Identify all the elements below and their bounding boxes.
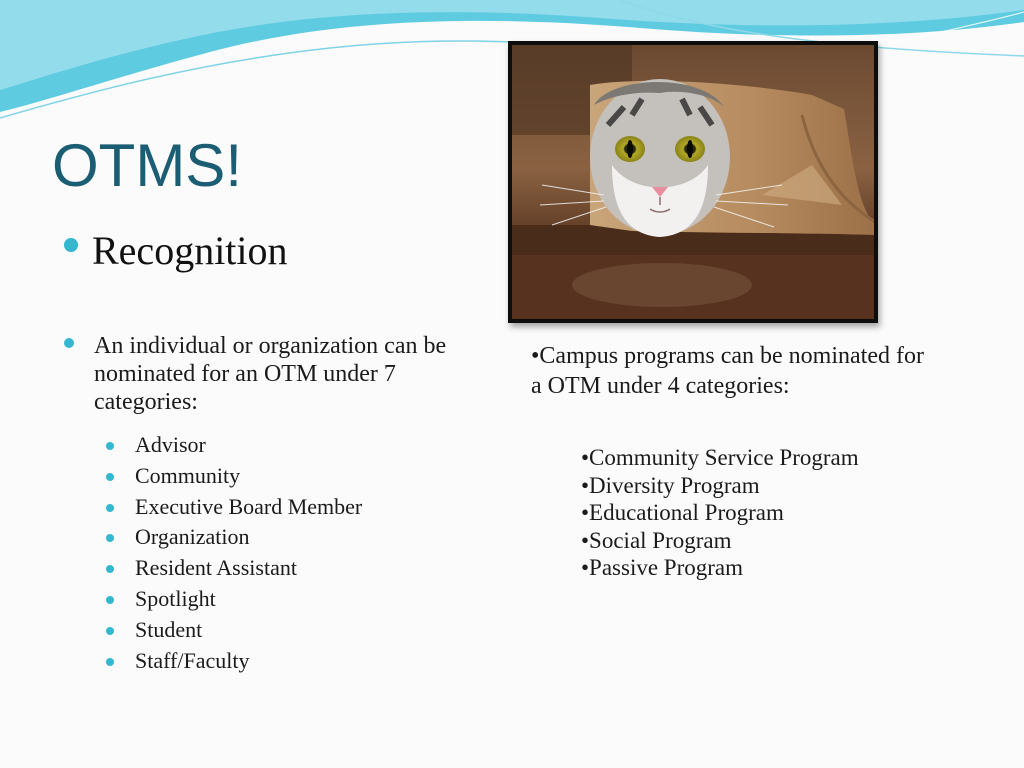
campus-programs-text: •Campus programs can be nominated for a OTM under 4 categories: <box>531 343 924 399</box>
bullet-icon <box>106 596 114 604</box>
cat-in-paper-bag-image <box>512 45 874 319</box>
list-item <box>106 430 362 461</box>
category-label: Student <box>135 616 203 642</box>
category-label: Advisor <box>135 432 206 457</box>
category-list <box>106 430 362 676</box>
slide-title: OTMS! <box>52 132 242 199</box>
list-item <box>106 584 362 615</box>
list-item: •Passive Program <box>581 555 744 581</box>
list-item: •Educational Program <box>581 500 784 526</box>
category-label: Staff/Faculty <box>135 647 250 673</box>
section-heading: Recognition <box>92 228 288 273</box>
bullet-icon <box>106 504 114 512</box>
category-label: Community <box>135 462 241 488</box>
bullet-icon <box>106 565 114 573</box>
program-list <box>581 444 859 582</box>
category-label: Executive Board Member <box>135 493 363 519</box>
list-item <box>106 522 362 553</box>
list-item: •Social Program <box>581 527 732 553</box>
list-item: •Community Service Program <box>581 445 859 470</box>
list-item <box>106 461 362 492</box>
intro-text: An individual or organization can be nominated for an OTM under 7 categories: <box>94 333 447 415</box>
category-label: Spotlight <box>135 585 216 611</box>
list-item <box>106 492 362 523</box>
category-label: Organization <box>135 524 250 550</box>
bullet-icon <box>64 238 78 252</box>
bullet-icon <box>106 627 114 635</box>
bullet-icon <box>106 534 114 542</box>
bullet-icon <box>106 658 114 666</box>
list-item: •Diversity Program <box>581 472 760 498</box>
bullet-icon <box>64 338 74 348</box>
list-item <box>106 646 362 677</box>
list-item <box>106 553 362 584</box>
bullet-icon <box>106 473 114 481</box>
bullet-icon <box>106 442 114 450</box>
category-label: Resident Assistant <box>135 555 297 581</box>
cat-photo <box>508 41 878 323</box>
list-item <box>106 615 362 646</box>
